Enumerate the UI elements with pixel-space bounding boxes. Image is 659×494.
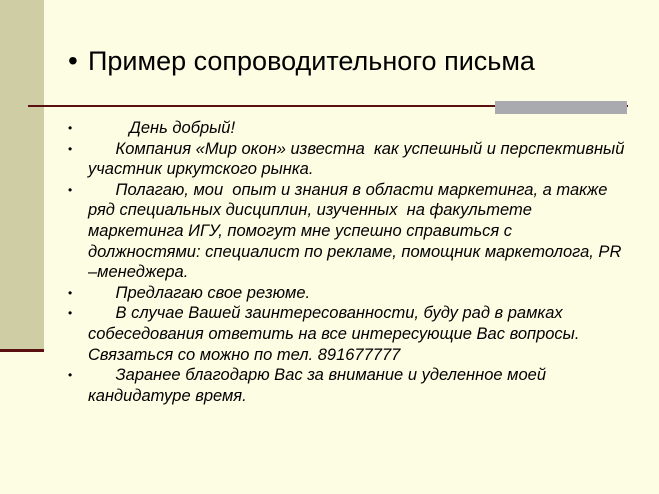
title-bullet-icon: • bbox=[68, 45, 78, 76]
list-item bbox=[68, 180, 628, 283]
side-decor-edge bbox=[0, 349, 44, 352]
list-item bbox=[68, 139, 628, 180]
slide-title: Пример сопроводительного письма bbox=[88, 46, 535, 76]
paragraph-text: Полагаю, мои опыт и знания в области маркетинга, а также ряд специальных дисциплин, изученных на факультете маркетинга ИГУ, помогут мне успешно справиться с должностями: специалист по рекламе, помощник маркетолога, PR –менеджера. bbox=[88, 180, 626, 282]
list-item bbox=[68, 283, 628, 304]
bullet-icon: • bbox=[68, 368, 73, 383]
side-decor-bar bbox=[0, 0, 44, 352]
paragraph-text: В случае Вашей заинтересованности, буду рад в рамках собеседования ответить на все интересующие Вас вопросы. Связаться со можно по тел. 891677777 bbox=[88, 304, 585, 364]
list-item bbox=[68, 303, 628, 365]
letter-body bbox=[68, 118, 628, 406]
list-item bbox=[68, 365, 628, 406]
greeting-text: День добрый! bbox=[88, 119, 236, 137]
list-item bbox=[68, 118, 628, 139]
paragraph-text: Заранее благодарю Вас за внимание и уделенное моей кандидатуре время. bbox=[88, 366, 551, 405]
bullet-icon: • bbox=[68, 182, 73, 197]
bullet-icon: • bbox=[68, 121, 73, 135]
title-divider-bar bbox=[495, 101, 627, 114]
bullet-icon: • bbox=[68, 141, 73, 156]
title-row bbox=[68, 44, 535, 78]
paragraph-text: Компания «Мир окон» известна как успешный и перспективный участник иркутского рынка. bbox=[88, 139, 629, 179]
bullet-icon: • bbox=[68, 285, 73, 300]
bullet-icon: • bbox=[68, 306, 73, 321]
paragraph-text: Предлагаю свое резюме. bbox=[88, 283, 311, 302]
